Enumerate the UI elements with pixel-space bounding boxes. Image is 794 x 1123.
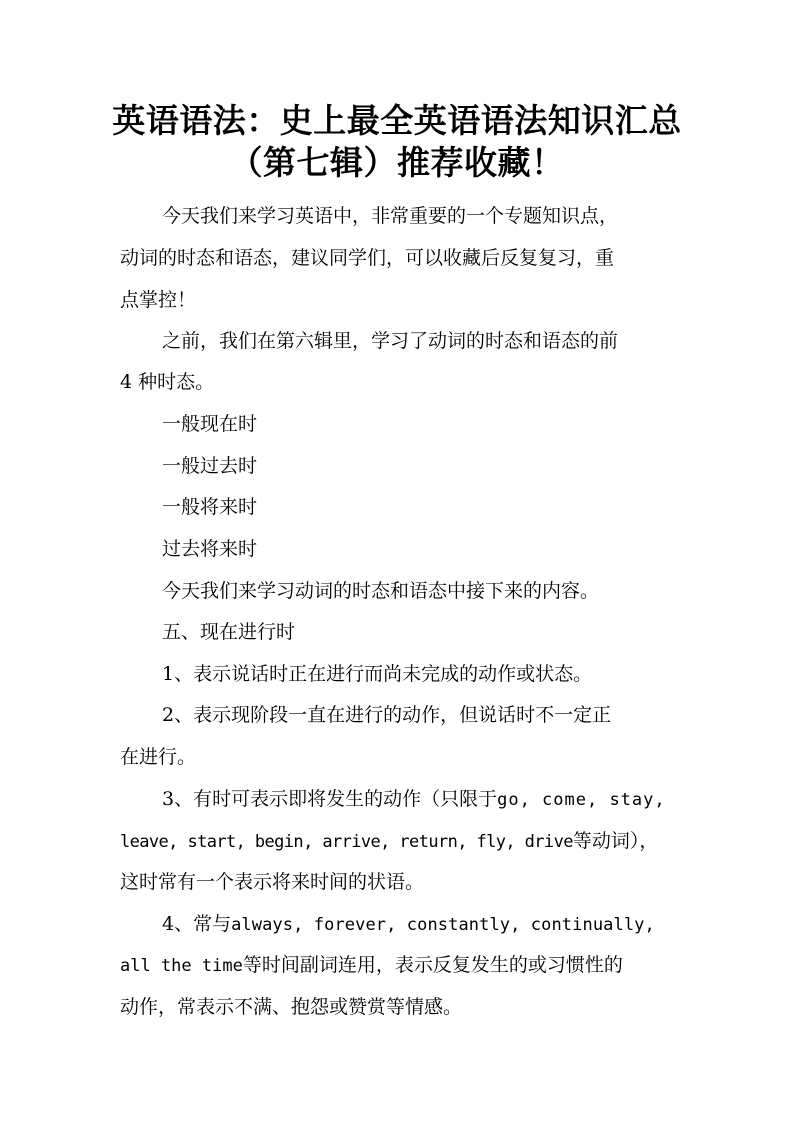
document-title-line-1: 英语语法：史上最全英语语法知识汇总 — [112, 101, 682, 140]
rule-4-line-2 — [120, 950, 623, 981]
tense-list-item: 一般现在时 — [162, 413, 258, 435]
tense-list-item: 一般将来时 — [162, 496, 258, 518]
rule-3-line-3: 这时常有一个表示将来时间的状语。 — [120, 871, 425, 893]
rule-4-line-1 — [162, 909, 655, 940]
rule-2-line-2: 在进行。 — [120, 746, 197, 768]
rule-3-line-2-english: leave, start, begin, arrive, return, fly, drive — [120, 832, 573, 852]
rule-3-line-1 — [162, 784, 666, 815]
intro-paragraph-2-line-1: 之前，我们在第六辑里，学习了动词的时态和语态的前 — [162, 330, 619, 352]
rule-3-line-2-chinese: 等动词）， — [572, 830, 659, 852]
intro-paragraph-1-line-1: 今天我们来学习英语中，非常重要的一个专题知识点， — [162, 205, 619, 227]
document-title-line-2: （第七辑）推荐收藏！ — [229, 143, 565, 182]
rule-4-line-2-chinese: 等时间副词连用，表示反复发生的或习惯性的 — [242, 954, 623, 976]
intro-paragraph-2-line-2: 4 种时态。 — [120, 371, 215, 393]
rule-4-line-2-english: all the time — [120, 956, 243, 976]
rule-4-line-1-chinese: 4、常与 — [162, 913, 232, 935]
rule-2-line-1: 2、表示现阶段一直在进行的动作，但说话时不一定正 — [162, 704, 612, 726]
rule-3-line-1-chinese: 3、有时可表示即将发生的动作（只限于 — [162, 788, 498, 810]
tense-list-item: 过去将来时 — [162, 538, 258, 560]
rule-4-line-3: 动作，常表示不满、抱怨或赞赏等情感。 — [120, 996, 463, 1018]
intro-paragraph-1-line-3: 点掌控！ — [120, 289, 197, 311]
tense-list-item: 一般过去时 — [162, 455, 258, 477]
transition-sentence: 今天我们来学习动词的时态和语态中接下来的内容。 — [162, 580, 600, 602]
rule-3-line-2 — [120, 826, 658, 857]
rule-4-line-1-english: always, forever, constantly, continually, — [231, 915, 655, 935]
rule-1: 1、表示说话时正在进行而尚未完成的动作或状态。 — [162, 663, 593, 685]
intro-paragraph-1-line-2: 动词的时态和语态，建议同学们，可以收藏后反复复习，重 — [120, 247, 615, 269]
section-heading: 五、现在进行时 — [162, 621, 296, 643]
rule-3-line-1-english: go, come, stay, — [497, 790, 666, 810]
